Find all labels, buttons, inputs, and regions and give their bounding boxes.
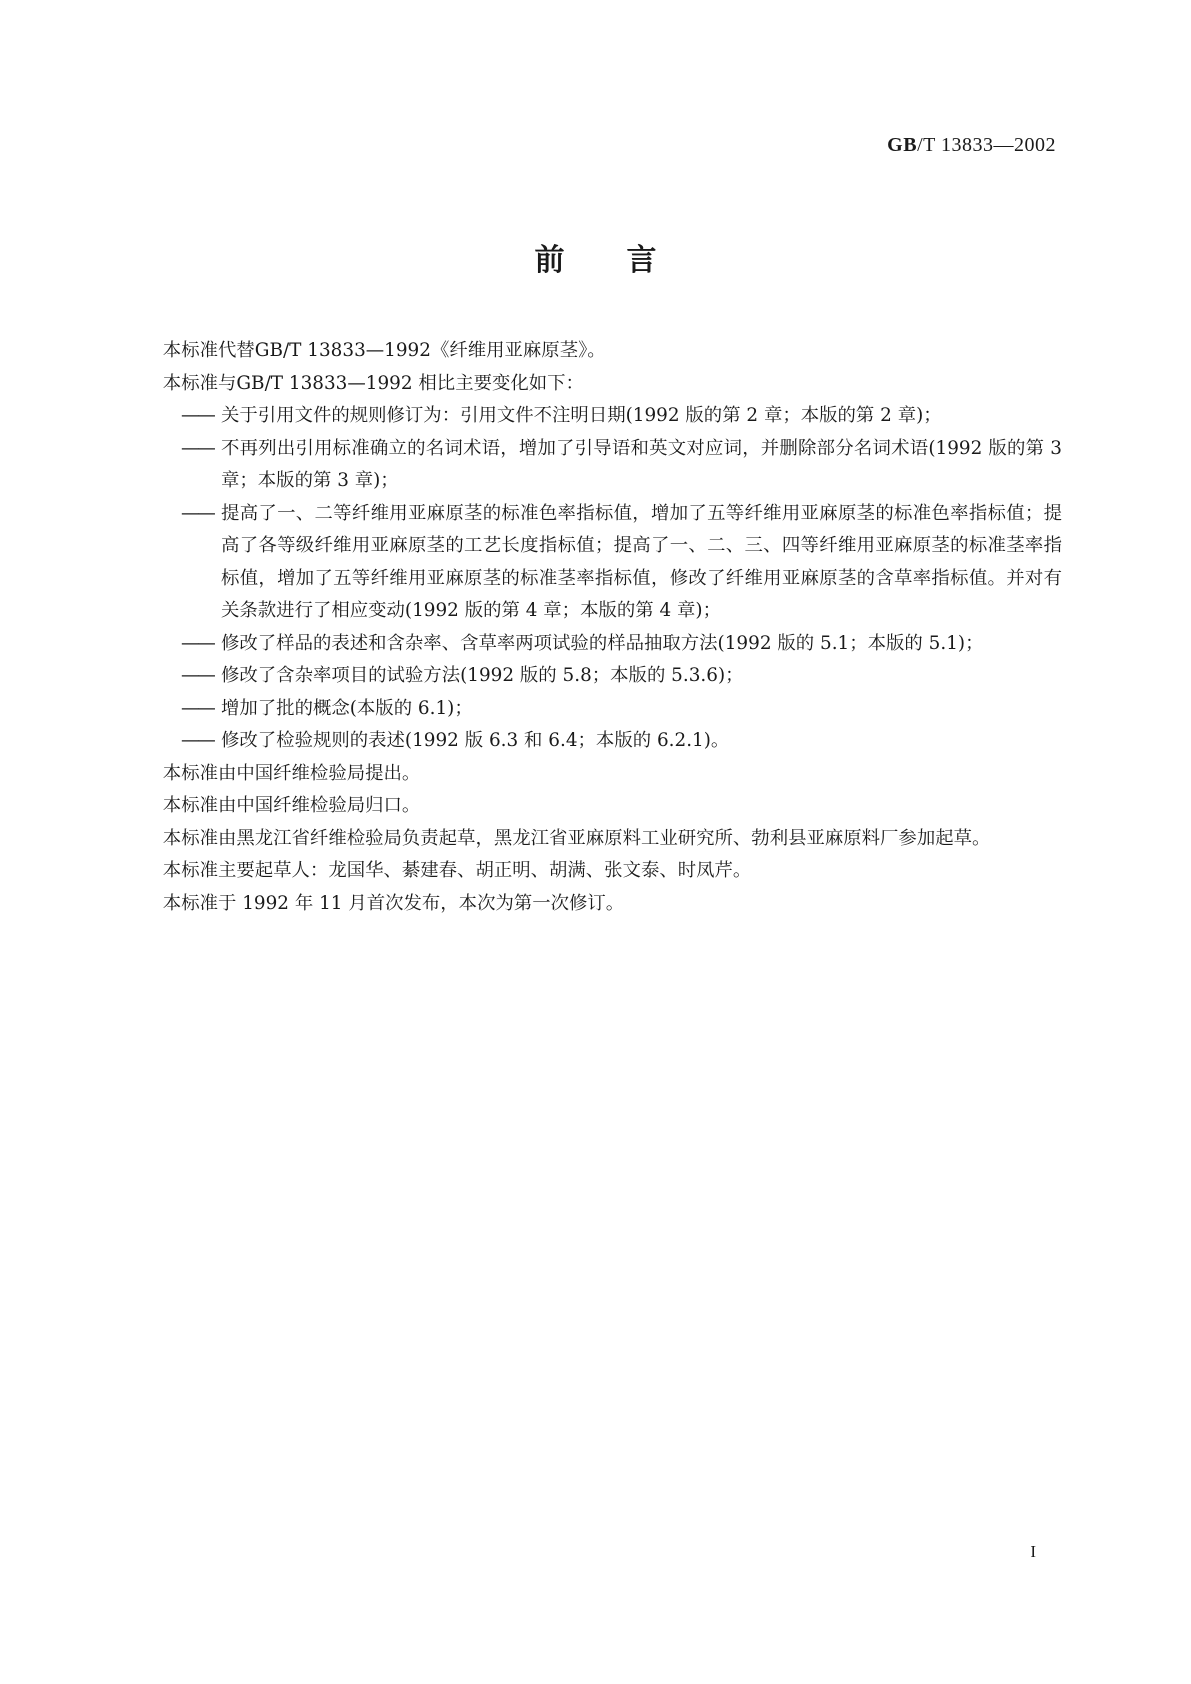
foreword-body	[126, 335, 1062, 920]
change-item-text: 修改了含杂率项目的试验方法(1992 版的 5.8；本版的 5.3.6)；	[221, 665, 744, 686]
change-item	[126, 433, 1062, 498]
change-item-text: 修改了样品的表述和含杂率、含草率两项试验的样品抽取方法(1992 版的 5.1；本版的 5.1)；	[221, 632, 984, 654]
dash-marker: ——	[181, 632, 214, 654]
paragraph-changes-intro: 本标准与GB/T 13833—1992 相比主要变化如下：	[162, 372, 584, 394]
page-number: I	[1030, 1542, 1036, 1561]
change-item	[126, 660, 1062, 693]
change-item-text: 修改了检验规则的表述(1992 版 6.3 和 6.4；本版的 6.2.1)。	[221, 730, 730, 751]
dash-marker: ——	[181, 665, 214, 686]
paragraph-replaces: 本标准代替GB/T 13833—1992《纤维用亚麻原茎》。	[162, 340, 606, 361]
standard-code	[887, 134, 1056, 157]
change-item	[126, 400, 1062, 433]
change-item	[126, 693, 1062, 726]
change-item	[126, 725, 1062, 758]
change-item-text: 不再列出引用标准确立的名词术语，增加了引导语和英文对应词，并删除部分名词术语(1992 版的第 3 章；本版的第 3 章)；	[221, 437, 1062, 491]
dash-marker: ——	[181, 502, 214, 524]
change-item-text: 提高了一、二等纤维用亚麻原茎的标准色率指标值，增加了五等纤维用亚麻原茎的标准色率指标值；提高了各等级纤维用亚麻原茎的工艺长度指标值；提高了一、二、三、四等纤维用亚麻原茎的标准茎率指标值，增加了五等纤维用亚麻原茎的标准茎率指标值，修改了纤维用亚麻原茎的含草率指标值。并对有关条款进行了相应变动(1992 版的第 4 章；本版的第 4 章)；	[221, 502, 1062, 621]
paragraph-proposed-by: 本标准由中国纤维检验局提出。	[162, 762, 421, 784]
paragraph-drafters: 本标准主要起草人：龙国华、綦建春、胡正明、胡满、张文泰、时凤芹。	[162, 860, 752, 881]
change-item	[126, 628, 1062, 661]
standard-code-prefix: GB	[887, 134, 918, 156]
dash-marker: ——	[181, 730, 214, 751]
page-title: 前言	[534, 243, 719, 278]
dash-marker: ——	[181, 697, 214, 719]
change-item-text: 关于引用文件的规则修订为：引用文件不注明日期(1992 版的第 2 章；本版的第 2 章)；	[221, 405, 942, 426]
change-item-text: 增加了批的概念(本版的 6.1)；	[221, 697, 473, 719]
paragraph-history: 本标准于 1992 年 11 月首次发布，本次为第一次修订。	[162, 892, 625, 914]
dash-marker: ——	[181, 437, 214, 459]
change-item	[126, 498, 1062, 628]
standard-code-number: /T 13833—2002	[917, 134, 1056, 156]
dash-marker: ——	[181, 405, 214, 426]
paragraph-drafted-by: 本标准由黑龙江省纤维检验局负责起草，黑龙江省亚麻原料工业研究所、勃利县亚麻原料厂参加起草。	[162, 827, 991, 849]
paragraph-centralized-by: 本标准由中国纤维检验局归口。	[162, 795, 421, 816]
